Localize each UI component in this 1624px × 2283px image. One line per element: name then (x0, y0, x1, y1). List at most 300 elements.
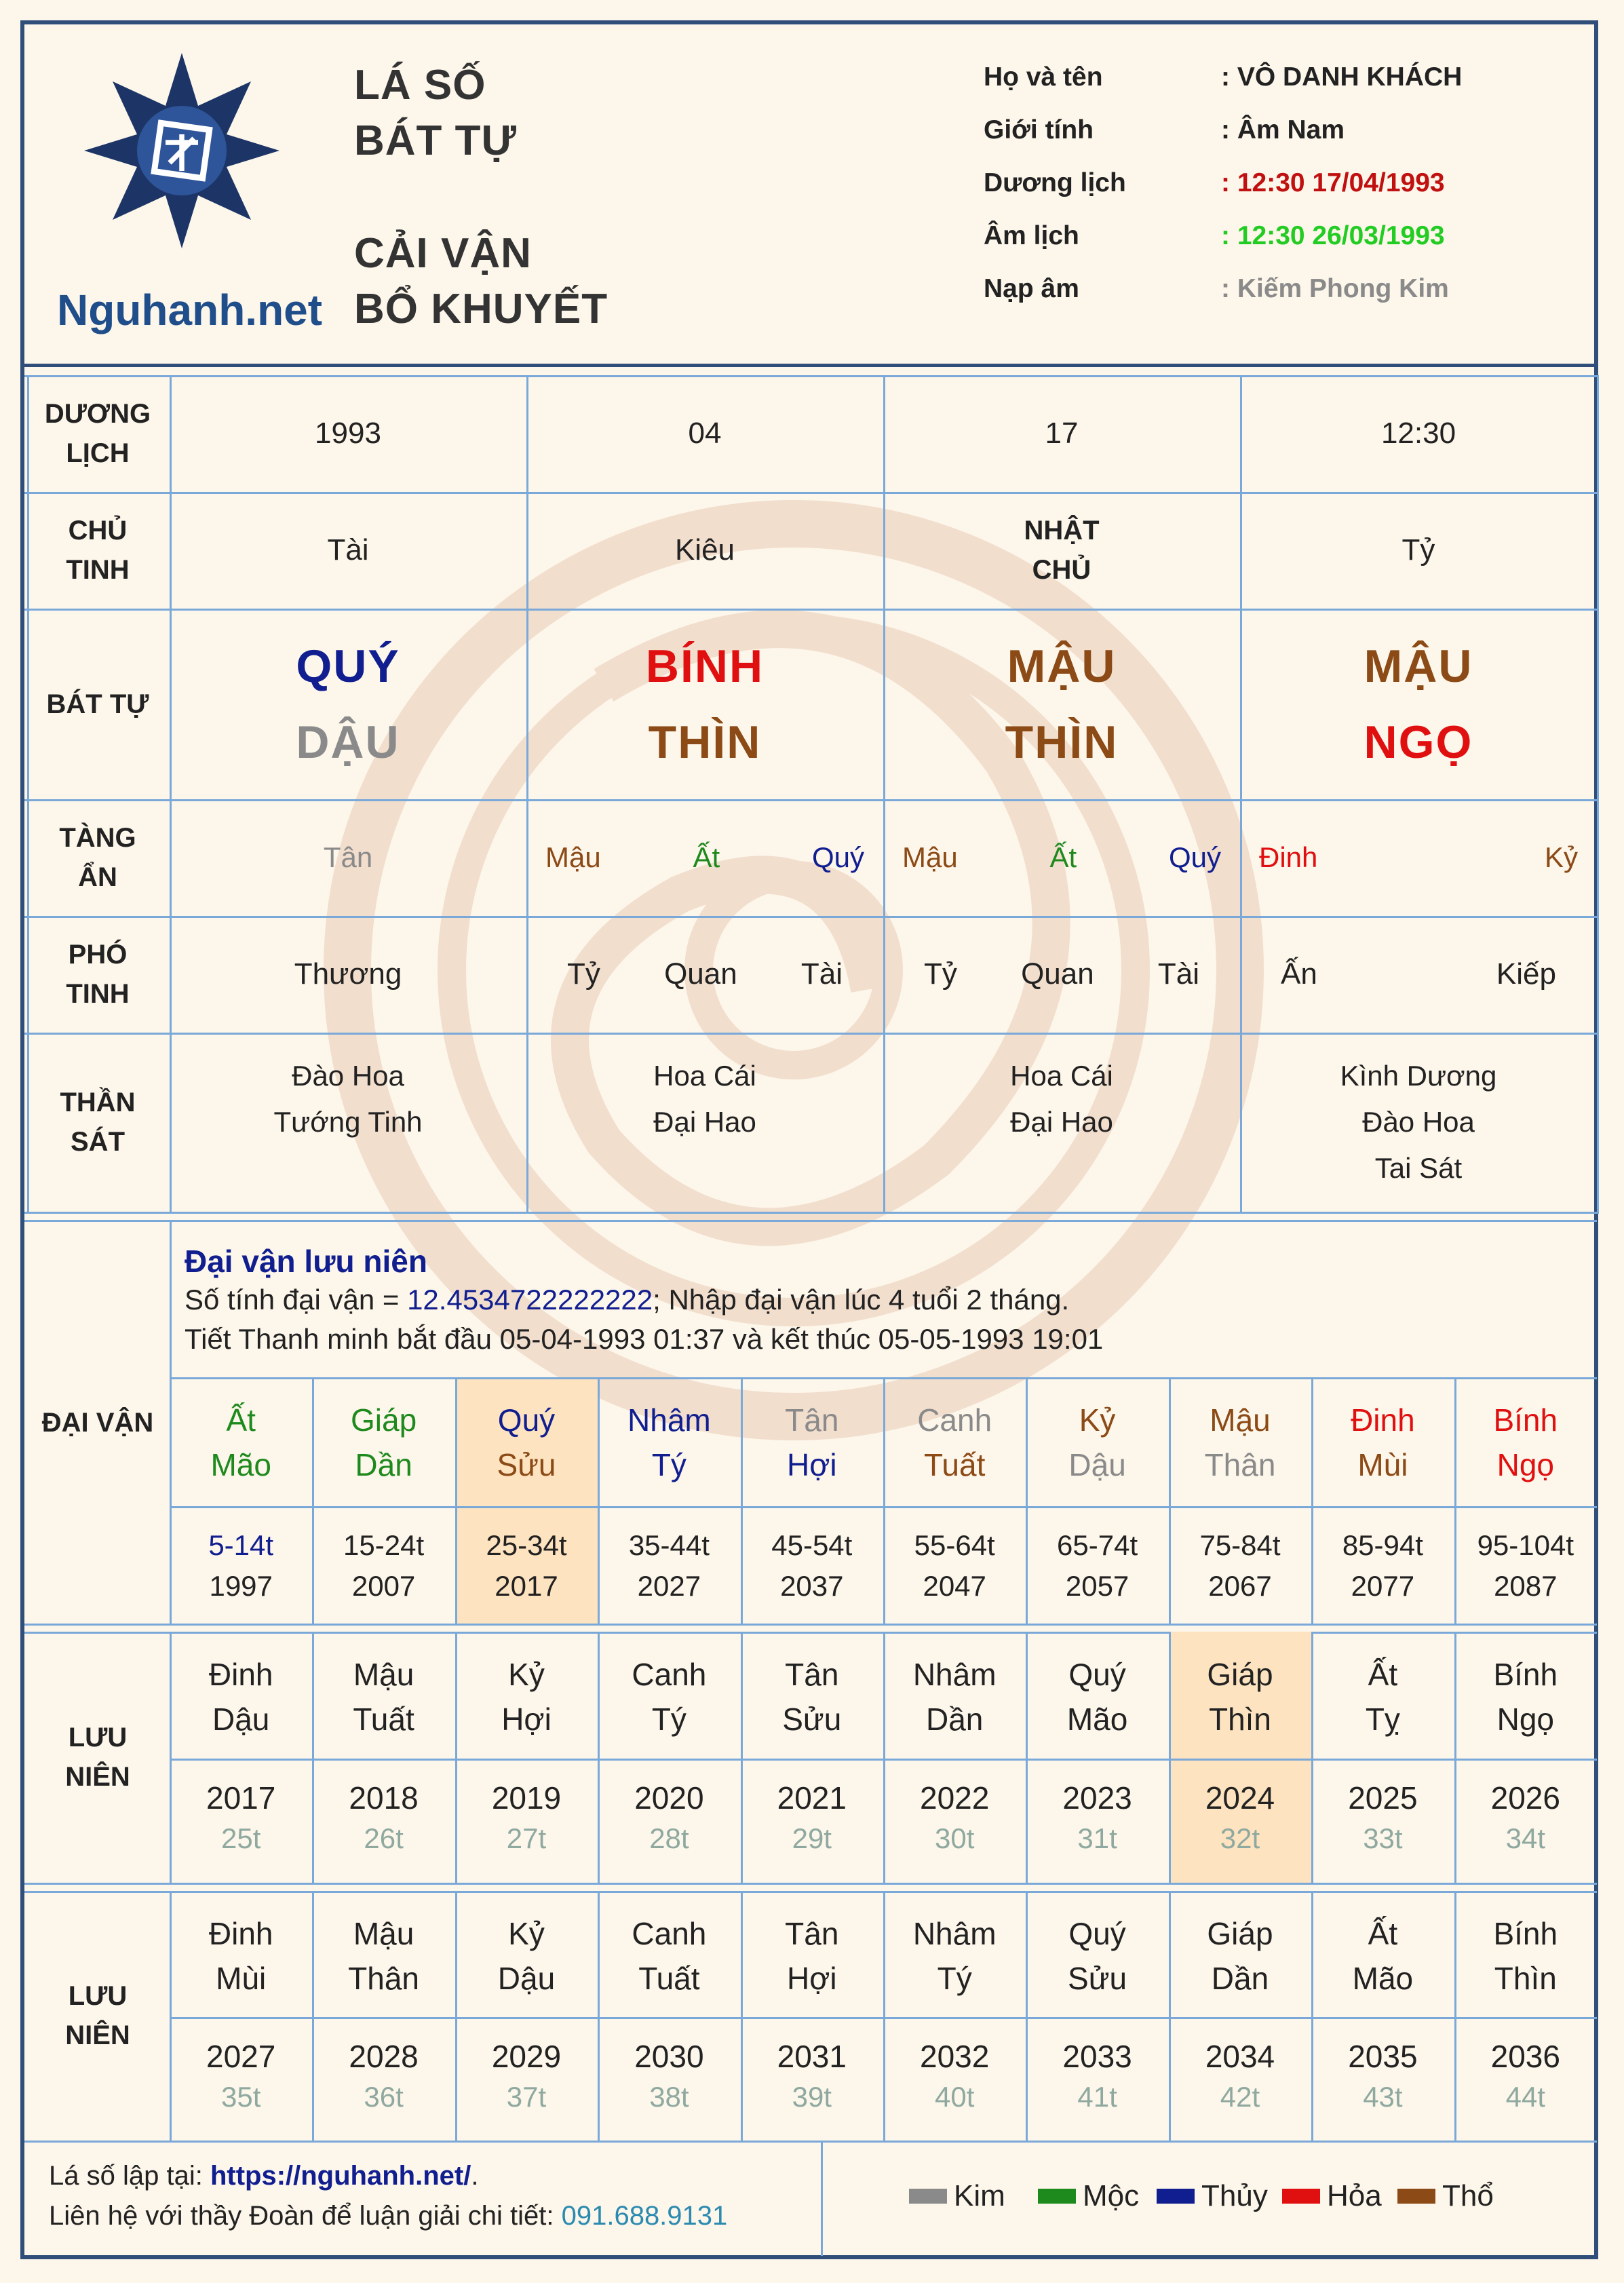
dia-chi: THÌN (1005, 716, 1119, 768)
dai-van-chi: Hợi (786, 1447, 837, 1482)
luu-nien-can-chi[interactable] (598, 1911, 740, 2001)
dai-van-label: ĐẠI VẬN (41, 1407, 154, 1438)
thien-can: MẬU (1007, 640, 1117, 692)
dai-van-start-year: 2037 (780, 1570, 844, 1602)
grid-hline (170, 1759, 1597, 1761)
luu-nien-age: 25t (221, 1822, 261, 1854)
dai-van-age: 15-24t (343, 1529, 425, 1561)
luu-nien-can: Nhâm (912, 1657, 997, 1692)
dai-van-start-year: 2087 (1494, 1570, 1558, 1602)
luu-nien-chi: Thìn (1494, 1961, 1557, 1996)
luu-nien-year: 2024 (1205, 1780, 1275, 1816)
luu-nien-chi: Tý (937, 1961, 972, 1996)
legend-swatch-icon (909, 2189, 947, 2204)
dai-van-start-year: 2027 (637, 1570, 701, 1602)
luu-nien-year-age (1026, 1778, 1168, 1859)
info-label: Nạp âm (984, 274, 1079, 303)
chu-tinh-label: CHỦ TINH (66, 516, 130, 585)
luu-nien-can: Kỷ (508, 1657, 545, 1692)
luu-nien-year: 2022 (920, 1780, 990, 1816)
luu-nien-chi: Hợi (786, 1961, 837, 1996)
footer-link[interactable]: https://nguhanh.net/ (210, 2161, 471, 2191)
luu-nien-can-chi[interactable] (170, 1911, 312, 2001)
luu-nien-year-age (1311, 1778, 1454, 1859)
than-sat-item: Kình Dương (1340, 1060, 1497, 1092)
luu-nien-age: 41t (1077, 2081, 1117, 2113)
luu-nien-year-age (1311, 2036, 1454, 2117)
pho-tinh-item: Kiếp (1496, 957, 1556, 991)
luu-nien-age: 40t (935, 2081, 975, 2113)
grid-hline (170, 2017, 1597, 2019)
luu-nien-can: Ất (1368, 1657, 1398, 1692)
luu-nien-can: Kỷ (508, 1916, 545, 1951)
dai-van-chi: Thân (1204, 1447, 1276, 1482)
dai-van-title: Đại vận lưu niên (185, 1244, 427, 1279)
dai-van-chi: Dậu (1068, 1447, 1126, 1482)
dai-van-suffix: ; Nhập đại vận lúc 4 tuổi 2 tháng. (653, 1284, 1070, 1316)
luu-nien-chi: Thìn (1208, 1702, 1272, 1737)
header-divider (24, 364, 1594, 367)
tang-an-item: Ất (693, 841, 720, 873)
dai-van-can-chi[interactable] (598, 1398, 740, 1487)
luu-nien-chi: Tỵ (1365, 1702, 1400, 1737)
bat-tu-cell (526, 609, 883, 799)
footer-divider (821, 2141, 823, 2256)
grid-vline (1597, 375, 1599, 1214)
luu-nien-year-age (883, 2036, 1026, 2117)
luu-nien-year: 2019 (491, 1780, 562, 1816)
luu-nien-age: 39t (792, 2081, 832, 2113)
luu-nien-can: Tân (785, 1657, 839, 1692)
luu-nien-year: 2031 (777, 2039, 847, 2074)
luu-nien-age: 31t (1077, 1822, 1117, 1854)
luu-nien-year: 2034 (1205, 2039, 1275, 2074)
dai-van-can-chi[interactable] (455, 1398, 598, 1487)
legend-item (1038, 2179, 1139, 2213)
luu-nien-can-chi[interactable] (1026, 1652, 1168, 1742)
luu-nien-can: Đinh (208, 1916, 273, 1951)
dai-van-can: Kỷ (1079, 1402, 1116, 1438)
info-value: : 12:30 26/03/1993 (1221, 221, 1445, 250)
luu-nien-can-chi[interactable] (455, 1652, 598, 1742)
dai-van-can-chi[interactable] (312, 1398, 455, 1487)
bat-tu-cell (1240, 609, 1597, 799)
legend-label: Kim (954, 2179, 1005, 2212)
tang-an-item: Quý (811, 841, 864, 873)
luu-nien-year: 2030 (634, 2039, 704, 2074)
title-line-2: BÁT TỰ (354, 117, 517, 164)
dai-van-age-year (883, 1525, 1026, 1607)
luu-nien-year-age (170, 2036, 312, 2117)
luu-nien-age: 33t (1363, 1822, 1403, 1854)
than-sat-item: Tai Sát (1374, 1152, 1463, 1184)
than-sat-label: THẦN SÁT (60, 1088, 136, 1157)
luu-nien-chi: Sửu (1068, 1961, 1127, 1996)
thien-can: QUÝ (296, 640, 400, 692)
dai-van-can: Quý (497, 1402, 556, 1438)
grid-hline (24, 1883, 1597, 1885)
luu-nien-can: Đinh (208, 1657, 273, 1692)
luu-nien-age: 35t (221, 2081, 261, 2113)
title-line-4: BỔ KHUYẾT (354, 286, 608, 332)
than-sat-cell (1240, 1053, 1597, 1191)
luu-nien-chi: Dậu (497, 1961, 556, 1996)
dai-van-can-chi[interactable] (1454, 1398, 1597, 1487)
pho-tinh-item: Tài (800, 957, 843, 991)
dai-van-chi: Sửu (497, 1447, 556, 1482)
luu-nien-age: 43t (1363, 2081, 1403, 2113)
dai-van-start-year: 2017 (495, 1570, 558, 1602)
legend-label: Mộc (1083, 2179, 1140, 2212)
dai-van-prefix: Số tính đại vận = (185, 1284, 408, 1316)
dai-van-age: 5-14t (208, 1529, 274, 1561)
footer-line-2 (49, 2201, 727, 2231)
dai-van-can: Ất (226, 1402, 256, 1438)
luu-nien-year: 2027 (206, 2039, 276, 2074)
grid-hline (24, 1624, 1597, 1626)
pho-tinh-item: Quan (664, 957, 737, 991)
dai-van-start-year: 1997 (209, 1570, 273, 1602)
legend-label: Thủy (1201, 2179, 1268, 2212)
dia-chi: NGỌ (1364, 716, 1473, 768)
dia-chi: DẬU (296, 716, 400, 768)
luu-nien-chi: Dần (1211, 1961, 1269, 1996)
star-seal-icon (80, 49, 284, 252)
dai-van-can: Đinh (1351, 1402, 1415, 1438)
luu-nien-age: 26t (364, 1822, 404, 1854)
tang-an-item: Tân (323, 841, 373, 873)
luu-nien-age: 30t (935, 1822, 975, 1854)
info-value: : Kiếm Phong Kim (1221, 274, 1449, 303)
tang-an-cell (883, 799, 1240, 916)
luu-nien-age: 28t (649, 1822, 689, 1854)
duong-lich-value: 12:30 (1380, 417, 1456, 450)
luu-nien-year: 2023 (1062, 1780, 1132, 1816)
legend-item (1282, 2179, 1382, 2213)
dai-van-age-year (1026, 1525, 1168, 1607)
luu-nien-year: 2017 (206, 1780, 276, 1816)
luu-nien-year: 2021 (777, 1780, 847, 1816)
luu-nien-year: 2032 (920, 2039, 990, 2074)
luu-nien-chi: Mão (1066, 1702, 1128, 1737)
dai-van-start-year: 2047 (923, 1570, 986, 1602)
title-line-1: LÁ SỐ (354, 62, 486, 109)
dai-van-number: 12.4534722222222 (407, 1284, 653, 1316)
luu-nien-label: LƯU NIÊN (65, 1981, 130, 2050)
dai-van-age-year (741, 1525, 883, 1607)
dai-van-can-chi[interactable] (1169, 1398, 1311, 1487)
pho-tinh-item: Tỷ (567, 957, 600, 991)
duong-lich-label: DƯƠNG LỊCH (44, 399, 151, 468)
dai-van-age-year (312, 1525, 455, 1607)
dai-van-age: 45-54t (771, 1529, 853, 1561)
grid-hline (24, 1212, 1597, 1214)
footer-line-1 (49, 2161, 478, 2191)
luu-nien-can: Tân (785, 1916, 839, 1951)
chu-tinh-value: NHẬT CHỦ (1024, 516, 1100, 585)
dai-van-age: 95-104t (1477, 1529, 1574, 1561)
dai-van-can-chi[interactable] (170, 1398, 312, 1487)
luu-nien-chi: Dậu (212, 1702, 270, 1737)
title-line-3: CẢI VẬN (354, 230, 532, 277)
tang-an-cell (526, 799, 883, 916)
dai-van-can-chi[interactable] (741, 1398, 883, 1487)
luu-nien-year-age (598, 1778, 740, 1859)
luu-nien-can: Giáp (1207, 1657, 1273, 1692)
luu-nien-can: Quý (1068, 1657, 1126, 1692)
luu-nien-year-age (170, 1778, 312, 1859)
footer-prefix: Lá số lập tại: (49, 2161, 210, 2191)
luu-nien-year-age (598, 2036, 740, 2117)
pho-tinh-item: Tỷ (924, 957, 957, 991)
chu-tinh-value: Tài (327, 533, 369, 567)
info-value: : 12:30 17/04/1993 (1221, 168, 1445, 197)
luu-nien-can: Bính (1493, 1657, 1558, 1692)
luu-nien-chi: Mão (1352, 1961, 1414, 1996)
pho-tinh-item: Thương (294, 957, 402, 991)
than-sat-item: Tướng Tinh (273, 1106, 423, 1138)
legend-item (1157, 2179, 1268, 2213)
luu-nien-age: 32t (1220, 1822, 1260, 1854)
luu-nien-can-chi[interactable] (1454, 1652, 1597, 1742)
luu-nien-can-chi[interactable] (598, 1652, 740, 1742)
than-sat-item: Đại Hao (1010, 1106, 1113, 1138)
info-label: Dương lịch (984, 168, 1126, 197)
dai-van-line-1 (185, 1284, 1069, 1316)
luu-nien-can: Bính (1493, 1916, 1558, 1951)
luu-nien-can-chi[interactable] (312, 1911, 455, 2001)
luu-nien-can: Quý (1068, 1916, 1126, 1951)
luu-nien-year-age (312, 2036, 455, 2117)
luu-nien-age: 29t (792, 1822, 832, 1854)
info-value: : Âm Nam (1221, 115, 1345, 145)
grid-hline (24, 1220, 1597, 1222)
luu-nien-age: 34t (1505, 1822, 1545, 1854)
luu-nien-year-age (741, 2036, 883, 2117)
legend-swatch-icon (1282, 2189, 1320, 2204)
chu-tinh-value: Kiêu (674, 533, 735, 567)
luu-nien-label: LƯU NIÊN (65, 1723, 130, 1792)
thien-can: BÍNH (645, 640, 765, 692)
legend-item (1397, 2179, 1494, 2213)
luu-nien-can-chi[interactable] (1026, 1911, 1168, 2001)
luu-nien-can-chi[interactable] (1311, 1652, 1454, 1742)
legend-swatch-icon (1157, 2189, 1195, 2204)
dai-van-can-chi[interactable] (1026, 1398, 1168, 1487)
luu-nien-year: 2028 (349, 2039, 419, 2074)
than-sat-cell (170, 1053, 526, 1145)
luu-nien-year: 2029 (491, 2039, 562, 2074)
pho-tinh-cell (1240, 916, 1597, 1033)
dai-van-age: 85-94t (1342, 1529, 1423, 1561)
dai-van-start-year: 2057 (1065, 1570, 1129, 1602)
luu-nien-chi: Tuất (638, 1961, 700, 1996)
dai-van-can: Tân (785, 1402, 839, 1438)
duong-lich-value: 17 (1045, 417, 1079, 450)
pho-tinh-cell (883, 916, 1240, 1033)
luu-nien-age: 44t (1505, 2081, 1545, 2113)
dai-van-can: Giáp (351, 1402, 417, 1438)
dai-van-can-chi[interactable] (1311, 1398, 1454, 1487)
luu-nien-age: 38t (649, 2081, 689, 2113)
dai-van-chi: Mùi (1357, 1447, 1408, 1482)
luu-nien-can-chi[interactable] (1169, 1911, 1311, 2001)
dai-van-chi: Ngọ (1496, 1447, 1554, 1482)
dia-chi: THÌN (648, 716, 762, 768)
tang-an-item: Ất (1049, 841, 1077, 873)
chu-tinh-value: Tỷ (1401, 533, 1435, 567)
dai-van-can: Bính (1493, 1402, 1558, 1438)
dai-van-age-year (598, 1525, 740, 1607)
pho-tinh-cell (170, 916, 526, 1033)
luu-nien-chi: Tuất (353, 1702, 414, 1737)
dai-van-age-year (1311, 1525, 1454, 1607)
luu-nien-year-age (1026, 2036, 1168, 2117)
than-sat-item: Hoa Cái (1010, 1060, 1113, 1092)
luu-nien-year-age (455, 2036, 598, 2117)
luu-nien-age: 27t (506, 1822, 547, 1854)
dai-van-age: 35-44t (628, 1529, 710, 1561)
info-label: Họ và tên (984, 62, 1103, 92)
luu-nien-chi: Tý (651, 1702, 687, 1737)
luu-nien-can-chi[interactable] (883, 1911, 1026, 2001)
grid-hline (24, 1891, 1597, 1893)
luu-nien-year: 2033 (1062, 2039, 1132, 2074)
tang-an-cell (1240, 799, 1597, 916)
luu-nien-year-age (455, 1778, 598, 1859)
luu-nien-can-chi[interactable] (1311, 1911, 1454, 2001)
legend-item (909, 2179, 1005, 2213)
luu-nien-year-age (1454, 1778, 1597, 1859)
dai-van-age: 55-64t (914, 1529, 995, 1561)
pho-tinh-cell (526, 916, 883, 1033)
luu-nien-can-chi[interactable] (455, 1911, 598, 2001)
luu-nien-can: Canh (632, 1657, 707, 1692)
luu-nien-year: 2025 (1348, 1780, 1418, 1816)
dai-van-age-year (1454, 1525, 1597, 1607)
luu-nien-year-age (1454, 2036, 1597, 2117)
luu-nien-chi: Thân (348, 1961, 420, 1996)
grid-hline (24, 1632, 1597, 1634)
legend-label: Thổ (1442, 2179, 1494, 2212)
luu-nien-age: 42t (1220, 2081, 1260, 2113)
luu-nien-can-chi[interactable] (1454, 1911, 1597, 2001)
tang-an-item: Đinh (1259, 841, 1318, 873)
dai-van-can: Mậu (1210, 1402, 1271, 1438)
dai-van-line-2: Tiết Thanh minh bắt đầu 05-04-1993 01:37 và kết thúc 05-05-1993 19:01 (185, 1323, 1104, 1355)
tang-an-item: Mậu (902, 841, 958, 873)
dai-van-can: Nhâm (627, 1402, 711, 1438)
than-sat-item: Đào Hoa (1362, 1106, 1475, 1138)
luu-nien-age: 36t (364, 2081, 404, 2113)
dai-van-start-year: 2007 (351, 1570, 416, 1602)
luu-nien-year-age (1169, 2036, 1311, 2117)
info-label: Âm lịch (984, 221, 1079, 250)
than-sat-item: Đại Hao (653, 1106, 756, 1138)
tang-an-label: TÀNG ẨN (59, 823, 136, 892)
luu-nien-chi: Dần (926, 1702, 984, 1737)
grid-hline (24, 1033, 1597, 1035)
dai-van-age: 65-74t (1057, 1529, 1138, 1561)
luu-nien-can-chi[interactable] (312, 1652, 455, 1742)
luu-nien-can: Mậu (353, 1916, 414, 1951)
luu-nien-can: Nhâm (912, 1916, 997, 1951)
bat-tu-cell (170, 609, 526, 799)
than-sat-item: Hoa Cái (653, 1060, 756, 1092)
dai-van-chi: Dần (355, 1447, 412, 1482)
legend-swatch-icon (1038, 2189, 1076, 2204)
thien-can: MẬU (1364, 640, 1473, 692)
than-sat-cell (883, 1053, 1240, 1145)
luu-nien-year: 2036 (1490, 2039, 1560, 2074)
pho-tinh-label: PHÓ TINH (66, 940, 130, 1009)
bat-tu-label: BÁT TỰ (46, 689, 149, 719)
luu-nien-can-chi[interactable] (1169, 1652, 1311, 1742)
legend-label: Hỏa (1327, 2179, 1382, 2212)
luu-nien-age: 37t (506, 2081, 547, 2113)
bat-tu-cell (883, 609, 1240, 799)
grid-hline (24, 2141, 1597, 2143)
contact-phone[interactable]: 091.688.9131 (561, 2201, 728, 2231)
site-name: Nguhanh.net (57, 286, 323, 334)
than-sat-cell (526, 1053, 883, 1145)
tang-an-item: Kỷ (1544, 841, 1578, 873)
luu-nien-year-age (1169, 1778, 1311, 1859)
luu-nien-chi: Ngọ (1496, 1702, 1554, 1737)
dai-van-start-year: 2077 (1351, 1570, 1415, 1602)
info-label: Giới tính (984, 115, 1094, 145)
luu-nien-chi: Sửu (782, 1702, 842, 1737)
duong-lich-value: 1993 (315, 417, 381, 450)
contact-prefix: Liên hệ với thầy Đoàn để luận giải chi tiết: (49, 2201, 562, 2231)
pho-tinh-item: Tài (1157, 957, 1199, 991)
dai-van-age-year (170, 1525, 312, 1607)
legend-swatch-icon (1397, 2189, 1435, 2204)
luu-nien-can: Canh (632, 1916, 707, 1951)
dai-van-age-year (455, 1525, 598, 1607)
dai-van-chi: Tý (651, 1447, 687, 1482)
than-sat-item: Đào Hoa (292, 1060, 404, 1092)
pho-tinh-item: Quan (1021, 957, 1094, 991)
luu-nien-chi: Hợi (501, 1702, 552, 1737)
luu-nien-year: 2035 (1348, 2039, 1418, 2074)
luu-nien-year-age (741, 1778, 883, 1859)
luu-nien-can-chi[interactable] (883, 1652, 1026, 1742)
dai-van-chi: Mão (210, 1447, 271, 1482)
luu-nien-can-chi[interactable] (741, 1911, 883, 2001)
duong-lich-value: 04 (688, 417, 722, 450)
luu-nien-year: 2018 (349, 1780, 419, 1816)
tang-an-cell (170, 799, 526, 916)
dai-van-can-chi[interactable] (883, 1398, 1026, 1487)
luu-nien-year-age (312, 1778, 455, 1859)
dai-van-age: 25-34t (486, 1529, 567, 1561)
luu-nien-can: Ất (1368, 1916, 1398, 1951)
tang-an-item: Mậu (545, 841, 601, 873)
luu-nien-chi: Mùi (216, 1961, 267, 1996)
dai-van-age: 75-84t (1199, 1529, 1281, 1561)
tang-an-item: Quý (1168, 841, 1221, 873)
luu-nien-year: 2020 (634, 1780, 704, 1816)
dai-van-age-year (1169, 1525, 1311, 1607)
dai-van-chi: Tuất (924, 1447, 986, 1482)
luu-nien-year: 2026 (1490, 1780, 1560, 1816)
dai-van-can: Canh (917, 1402, 992, 1438)
luu-nien-year-age (883, 1778, 1026, 1859)
luu-nien-can-chi[interactable] (170, 1652, 312, 1742)
luu-nien-can-chi[interactable] (741, 1652, 883, 1742)
info-value: : VÔ DANH KHÁCH (1221, 62, 1463, 92)
